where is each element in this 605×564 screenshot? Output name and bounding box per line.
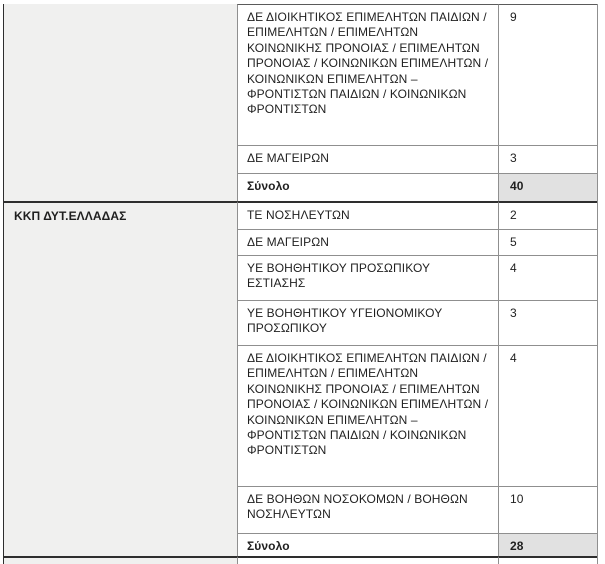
org-cell: ΚΚΠ ΔΥΤ.ΕΛΛΑΔΑΣ bbox=[4, 201, 237, 556]
specialty-cell: ΥΕ ΒΟΗΘΗΤΙΚΟΥ ΠΡΟΣΩΠΙΚΟΥ ΕΣΤΙΑΣΗΣ bbox=[237, 255, 498, 300]
count-cell: 4 bbox=[498, 255, 597, 300]
specialty-cell: ΔΕ ΜΑΓΕΙΡΩΝ bbox=[237, 145, 498, 173]
specialty-cell: ΔΕ ΔΙΟΙΚΗΤΙΚΟΣ ΕΠΙΜΕΛΗΤΩΝ ΠΑΙΔΙΩΝ / ΕΠΙΜΕΛΗΤΩΝ / ΕΠΙΜΕΛΗΤΩΝ ΚΟΙΝΩΝΙΚΗΣ ΠΡΟΝΟΙΑΣ / ΕΠΙΜΕΛΗΤΩΝ ΠΡΟΝΟΙΑΣ / ΚΟΙΝΩΝΙΚΩΝ ΕΠΙΜΕΛΗΤΩΝ / ΚΟΙΝΩΝΙΚΩΝ ΕΠΙΜΕΛΗΤΩΝ – ΦΡΟΝΤΙΣΤΩΝ ΠΑΙΔΙΩΝ / ΚΟΙΝΩΝΙΚΩΝ ΦΡΟΝΤΙΣΤΩΝ bbox=[237, 4, 498, 145]
org-cell bbox=[4, 4, 237, 201]
count-cell: 4 bbox=[498, 345, 597, 486]
count-cell: 5 bbox=[498, 229, 597, 255]
total-count-cell: 28 bbox=[498, 533, 597, 556]
count-cell: 3 bbox=[498, 300, 597, 345]
count-cell: 2 bbox=[498, 201, 597, 229]
specialty-cell: ΥΕ ΒΟΗΘΗΤΙΚΟΥ ΥΓΕΙΟΝΟΜΙΚΟΥ ΠΡΟΣΩΠΙΚΟΥ bbox=[237, 300, 498, 345]
total-count-cell: 40 bbox=[498, 173, 597, 201]
specialty-cell: ΔΕ ΒΟΗΘΩΝ ΝΟΣΟΚΟΜΩΝ / ΒΟΗΘΩΝ ΝΟΣΗΛΕΥΤΩΝ bbox=[237, 486, 498, 533]
count-cell: 3 bbox=[498, 145, 597, 173]
count-cell: 10 bbox=[498, 486, 597, 533]
count-cell: 9 bbox=[498, 4, 597, 145]
org-cell bbox=[4, 556, 237, 564]
specialty-cell bbox=[237, 556, 498, 564]
specialty-cell: ΤΕ ΝΟΣΗΛΕΥΤΩΝ bbox=[237, 201, 498, 229]
specialty-cell: ΔΕ ΔΙΟΙΚΗΤΙΚΟΣ ΕΠΙΜΕΛΗΤΩΝ ΠΑΙΔΙΩΝ / ΕΠΙΜΕΛΗΤΩΝ / ΕΠΙΜΕΛΗΤΩΝ ΚΟΙΝΩΝΙΚΗΣ ΠΡΟΝΟΙΑΣ / ΕΠΙΜΕΛΗΤΩΝ ΠΡΟΝΟΙΑΣ / ΚΟΙΝΩΝΙΚΩΝ ΕΠΙΜΕΛΗΤΩΝ / ΚΟΙΝΩΝΙΚΩΝ ΕΠΙΜΕΛΗΤΩΝ – ΦΡΟΝΤΙΣΤΩΝ ΠΑΙΔΙΩΝ / ΚΟΙΝΩΝΙΚΩΝ ΦΡΟΝΤΙΣΤΩΝ bbox=[237, 345, 498, 486]
count-cell bbox=[498, 556, 597, 564]
total-label-cell: Σύνολο bbox=[237, 533, 498, 556]
total-label-cell: Σύνολο bbox=[237, 173, 498, 201]
specialty-cell: ΔΕ ΜΑΓΕΙΡΩΝ bbox=[237, 229, 498, 255]
staffing-table bbox=[3, 4, 598, 564]
